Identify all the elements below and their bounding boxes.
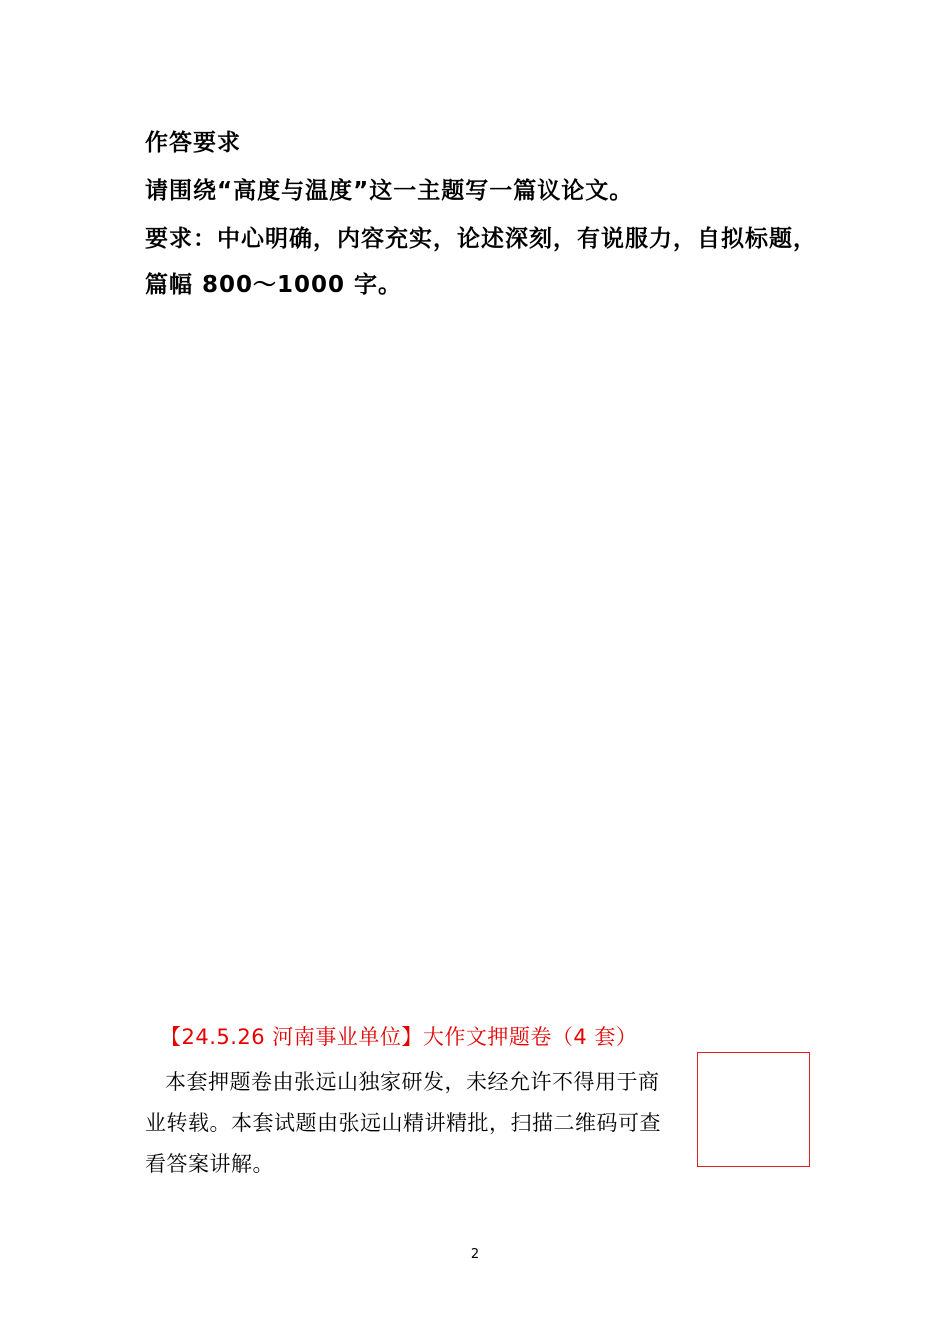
promo-title: 【24.5.26 河南事业单位】大作文押题卷（4 套） xyxy=(160,1025,638,1049)
requirements-line: 要求：中心明确，内容充实，论述深刻，有说服力，自拟标题， xyxy=(145,226,817,252)
essay-requirements-text xyxy=(145,216,815,308)
requirements-line: 篇幅 800～1000 字。 xyxy=(145,272,403,298)
promo-line: 业转载。本套试题由张远山精讲精批，扫描二维码可查 xyxy=(145,1111,661,1135)
essay-topic-instruction: 请围绕“高度与温度”这一主题写一篇议论文。 xyxy=(145,178,634,204)
promo-description xyxy=(145,1062,690,1185)
answer-requirements-heading: 作答要求 xyxy=(145,130,241,156)
page-number: 2 xyxy=(470,1247,480,1262)
promo-line: 本套押题卷由张远山独家研发，未经允许不得用于商 xyxy=(165,1070,660,1094)
promo-line: 看答案讲解。 xyxy=(145,1152,274,1176)
qr-code-frame xyxy=(697,1052,810,1167)
